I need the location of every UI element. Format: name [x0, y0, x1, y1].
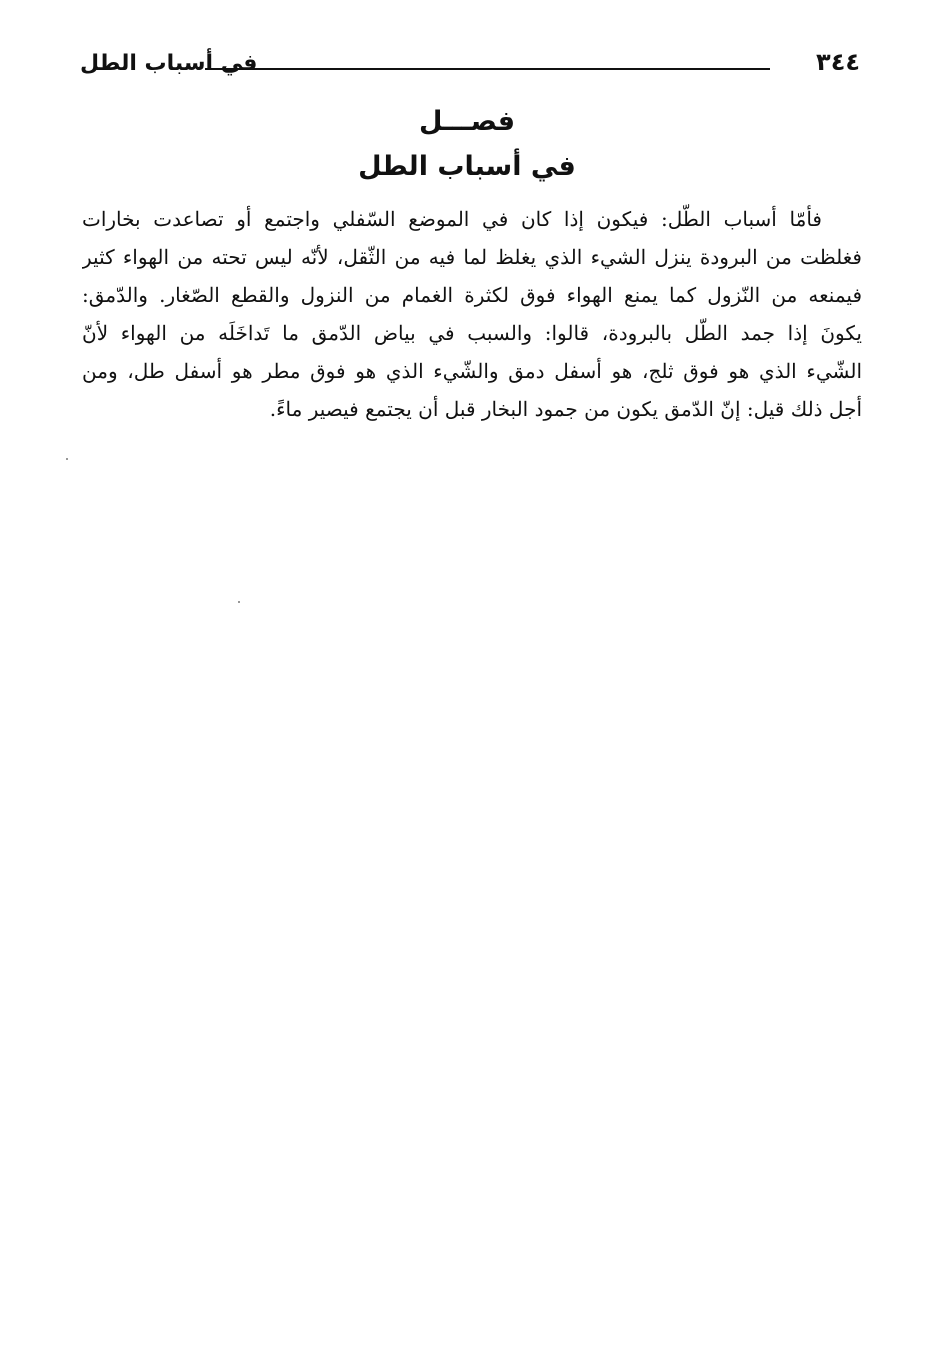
header-rule	[205, 68, 770, 70]
body-line: فيمنعه من النّزول كما يمنع الهواء فوق لكثرة الغمام من النزول والقطع الصّغار. والدّمق:	[82, 283, 862, 307]
body-line: الشّيء الذي هو فوق ثلج، هو أسفل دمق والشّيء الذي هو فوق مطر هو أسفل طل، ومن	[82, 359, 862, 383]
body-paragraph	[82, 200, 862, 428]
page-number: ٣٤٤	[816, 48, 860, 76]
running-header	[80, 44, 860, 84]
scan-speck	[66, 458, 68, 460]
body-line: يكونَ إذا جمد الطّل بالبرودة، قالوا: والسبب في بياض الدّمق ما تَداخَلَه من الهواء لأنّ	[82, 321, 862, 345]
section-label: فصـــل	[418, 106, 516, 137]
scan-speck	[238, 601, 240, 603]
body-line: فأمّا أسباب الطّل: فيكون إذا كان في الموضع السّفلي واجتمع أو تصاعدت بخارات	[82, 207, 822, 231]
running-title: في أسباب الطل	[80, 51, 258, 76]
body-line: أجل ذلك قيل: إنّ الدّمق يكون من جمود البخار قبل أن يجتمع فيصير ماءً.	[269, 397, 862, 421]
section-title: في أسباب الطل	[358, 151, 576, 182]
body-line: فغلظت من البرودة ينزل الشيء الذي يغلظ لما فيه من الثّقل، لأنّه ليس تحته من الهواء كثير	[82, 245, 862, 269]
